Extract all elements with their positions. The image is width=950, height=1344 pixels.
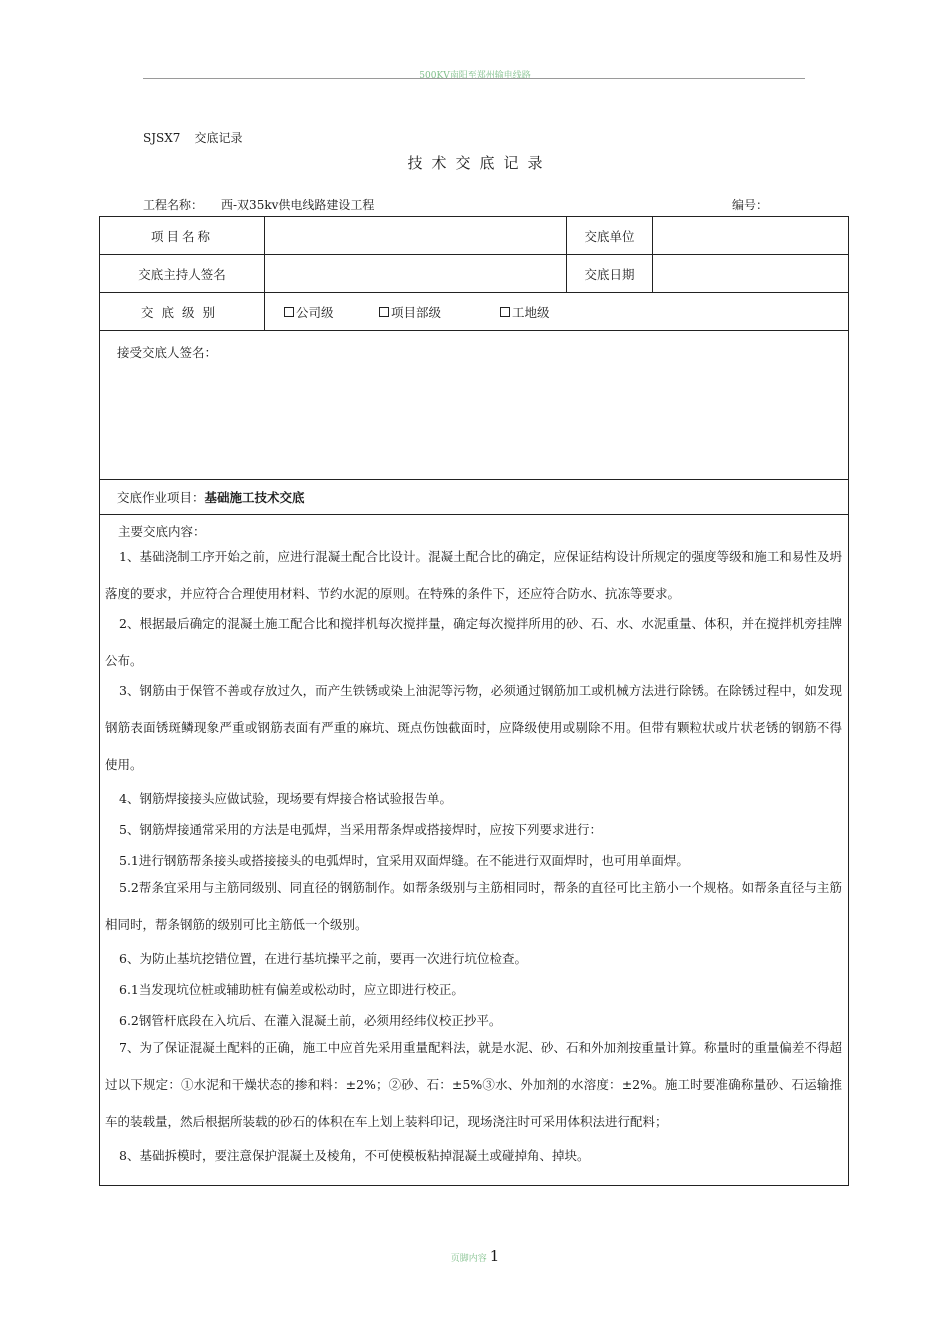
checkbox-square-icon [500,307,510,317]
table-row [100,293,848,331]
table-row [100,331,848,480]
host-signature-field[interactable] [264,255,566,292]
page-footer [0,1247,950,1265]
level-project-dept-checkbox[interactable] [379,303,500,321]
table-row [100,255,848,293]
page-header-text: 500KV南阳至郑州输电线路 [419,71,531,81]
content-paragraph: 5.1进行钢筋帮条接头或搭接接头的电弧焊时，宜采用双面焊缝。在不能进行双面焊时，也可用单面焊。 [119,853,689,868]
level-company-checkbox[interactable] [284,303,379,321]
content-paragraph: 6、为防止基坑挖错位置，在进行基坑操平之前，要再一次进行坑位检查。 [119,951,527,966]
disclosure-unit-label: 交底单位 [566,217,652,254]
item-name-field[interactable] [264,217,566,254]
content-paragraph: 5.2帮条宜采用与主筋同级别、同直径的钢筋制作。如帮条级别与主筋相同时，帮条的直径可比主筋小一个规格。如帮条直径与主筋相同时，帮条钢筋的级别可比主筋低一个级别。 [105,880,842,932]
page-number: 1 [489,1247,500,1265]
disclosure-level-label: 交底级别 [140,304,223,320]
table-row [100,515,848,1185]
table-row [100,217,848,255]
content-paragraph: 8、基础拆模时，要注意保护混凝土及棱角，不可使模板粘掉混凝土或碰掉角、掉块。 [119,1148,590,1163]
content-paragraph: 6.2钢管杆底段在入坑后、在灌入混凝土前，必须用经纬仪校正抄平。 [119,1013,502,1028]
number-label: 编号： [732,198,769,212]
work-item-row [100,480,848,515]
content-heading: 主要交底内容： [118,524,206,539]
form-code-name: 交底记录 [194,131,243,145]
project-name-label: 工程名称： [143,198,204,212]
disclosure-date-field[interactable] [652,255,848,292]
disclosure-level-options [264,293,848,330]
disclosure-date-label: 交底日期 [566,255,652,292]
receiver-signature-label: 接受交底人签名： [117,345,218,360]
level-project-dept-label: 项目部级 [391,304,442,320]
content-paragraph: 6.1当发现坑位桩或辅助桩有偏差或松动时，应立即进行校正。 [119,982,464,997]
content-paragraph: 3、钢筋由于保管不善或存放过久，而产生铁锈或染上油泥等污物，必须通过钢筋加工或机械方法进行除锈。在除锈过程中，如发现钢筋表面锈斑鳞现象严重或钢筋表面有严重的麻坑、斑点伤蚀截面时，应降级使用或剔除不用。但带有颗粒状或片状老锈的钢筋不得使用。 [105,683,842,772]
work-item-value: 基础施工技术交底 [204,490,305,505]
content-paragraph: 7、为了保证混凝土配料的正确，施工中应首先采用重量配料法，就是水泥、砂、石和外加剂按重量计算。称量时的重量偏差不得超过以下规定：①水泥和干燥状态的掺和料：±2%；②砂、石：±5%③水、外加剂的水溶度：±2%。施工时要准确称量砂、石运输推车的装载量，然后根据所装载的砂石的体积在车上划上装料印记，现场浇注时可采用体积法进行配料； [105,1040,842,1129]
checkbox-square-icon [284,307,294,317]
checkbox-square-icon [379,307,389,317]
host-signature-label: 交底主持人签名 [138,266,226,282]
receiver-signature-area[interactable] [100,331,848,479]
content-paragraph: 4、钢筋焊接接头应做试验，现场要有焊接合格试验报告单。 [119,791,452,806]
work-item-label: 交底作业项目： [117,490,205,505]
level-company-label: 公司级 [296,304,334,320]
footer-text: 页脚内容 [450,1254,487,1264]
content-paragraph: 2、根据最后确定的混凝土施工配合比和搅拌机每次搅拌量，确定每次搅拌所用的砂、石、水、水泥重量、体积，并在搅拌机旁挂牌公布。 [105,616,842,668]
level-site-checkbox[interactable] [500,303,550,321]
item-name-label: 项目名称 [150,228,213,244]
disclosure-form-table [99,216,849,1186]
disclosure-unit-field[interactable] [652,217,848,254]
content-paragraph: 1、基础浇制工序开始之前，应进行混凝土配合比设计。混凝土配合比的确定，应保证结构设计所规定的强度等级和施工和易性及坍落度的要求，并应符合合理使用材料、节约水泥的原则。在特殊的条件下，还应符合防水、抗冻等要求。 [105,549,842,601]
level-site-label: 工地级 [512,304,550,320]
form-code-id: SJSX7 [143,131,181,145]
header-divider [143,78,805,79]
content-paragraph: 5、钢筋焊接通常采用的方法是电弧焊，当采用帮条焊或搭接焊时，应按下列要求进行： [119,822,602,837]
main-content-area [100,515,848,1185]
form-code [143,129,256,146]
project-name-value: 西-双35kv供电线路建设工程 [221,198,375,212]
project-meta [143,196,374,213]
document-title: 技术交底记录 [407,154,552,172]
